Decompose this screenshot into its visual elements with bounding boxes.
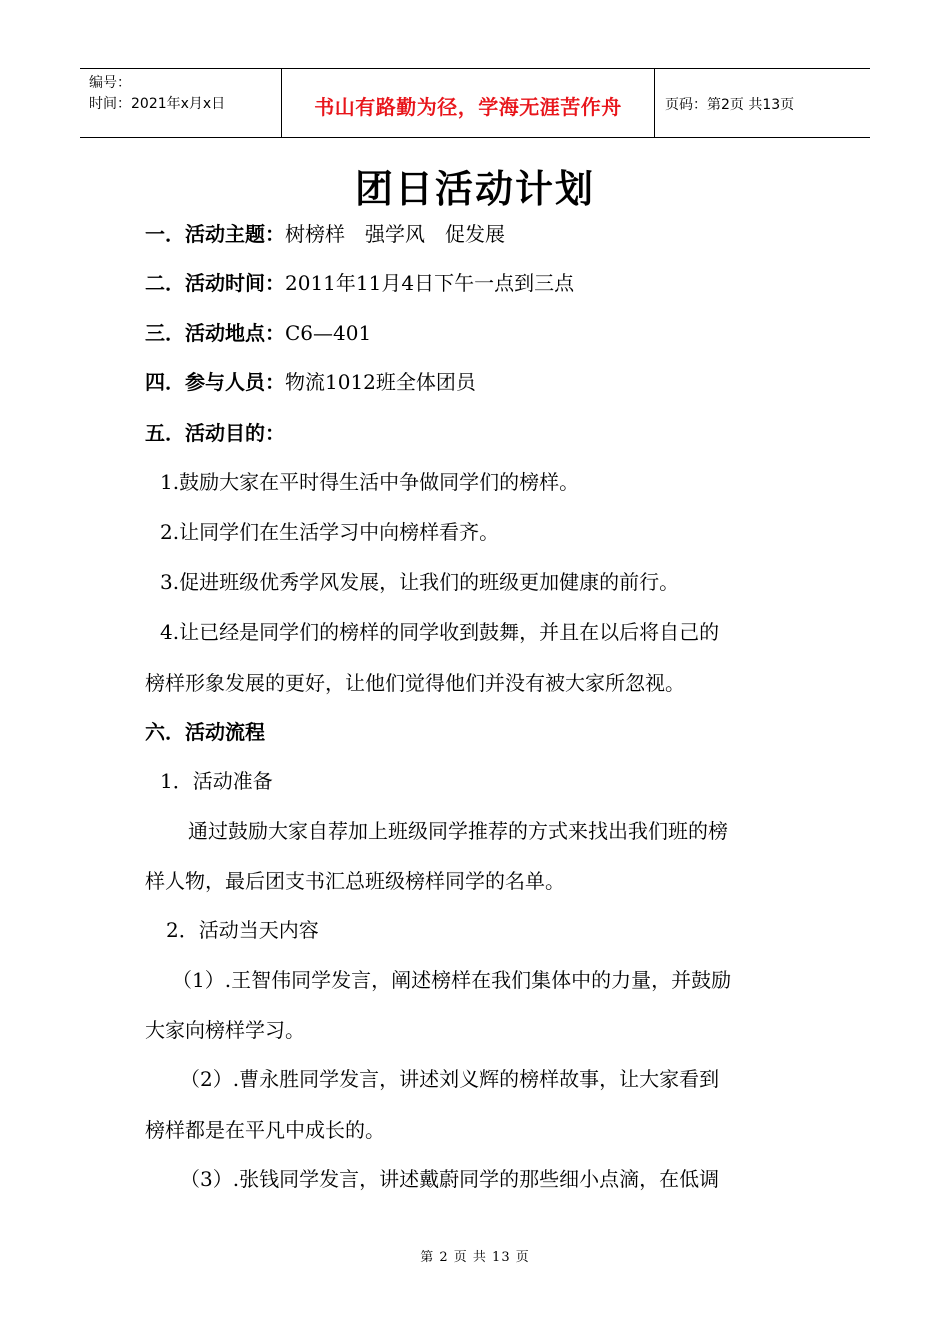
purpose-item-4: 4.让已经是同学们的榜样的同学收到鼓舞，并且在以后将自己的	[160, 620, 720, 644]
people-heading: 四．参与人员：	[145, 370, 285, 394]
purpose-heading: 五．活动目的：	[145, 421, 285, 445]
day-item-2: （2）.曹永胜同学发言，讲述刘义辉的榜样故事，让大家看到	[180, 1067, 720, 1091]
place-heading: 三．活动地点：	[145, 321, 285, 345]
place-line	[0, 318, 950, 348]
serial-label: 编号：	[89, 75, 131, 91]
theme-line	[0, 219, 950, 249]
theme-heading: 一．活动主题：	[145, 222, 285, 246]
day-item-3: （3）.张钱同学发言，讲述戴蔚同学的那些细小点滴，在低调	[180, 1167, 720, 1191]
prep-heading: 1．活动准备	[160, 769, 273, 793]
document-header	[80, 68, 870, 138]
page-footer: 第 2 页 共 13 页	[420, 1250, 530, 1265]
theme-value: 树榜样 强学风 促发展	[285, 222, 505, 246]
header-motto: 书山有路勤为径，学海无涯苦作舟	[282, 69, 655, 137]
time-value: 2011年11月4日下午一点到三点	[285, 271, 575, 295]
people-value: 物流1012班全体团员	[285, 370, 476, 394]
document-title: 团日活动计划	[354, 167, 595, 211]
day-item-2-cont: 榜样都是在平凡中成长的。	[145, 1118, 385, 1142]
prep-text: 通过鼓励大家自荐加上班级同学推荐的方式来找出我们班的榜	[188, 819, 728, 843]
day-item-1-cont: 大家向榜样学习。	[145, 1018, 305, 1042]
day-heading: 2．活动当天内容	[166, 918, 319, 942]
time-line	[0, 268, 950, 298]
time-heading: 二．活动时间：	[145, 271, 285, 295]
header-meta-cell	[80, 69, 282, 137]
people-line	[0, 367, 950, 397]
purpose-item-2: 2.让同学们在生活学习中向榜样看齐。	[160, 520, 500, 544]
place-value: C6—401	[285, 321, 372, 345]
prep-text-cont: 样人物，最后团支书汇总班级榜样同学的名单。	[145, 869, 565, 893]
purpose-item-1: 1.鼓励大家在平时得生活中争做同学们的榜样。	[160, 470, 580, 494]
purpose-line	[0, 418, 950, 448]
date-label: 时间：2021年x月x日	[89, 96, 226, 112]
purpose-item-4-cont: 榜样形象发展的更好，让他们觉得他们并没有被大家所忽视。	[145, 671, 685, 695]
day-item-1: （1）.王智伟同学发言，阐述榜样在我们集体中的力量，并鼓励	[172, 968, 732, 992]
flow-line	[0, 717, 950, 747]
purpose-item-3: 3.促进班级优秀学风发展，让我们的班级更加健康的前行。	[160, 570, 680, 594]
header-page-info: 页码：第2页 共13页	[665, 97, 795, 113]
flow-heading: 六．活动流程	[145, 720, 265, 744]
